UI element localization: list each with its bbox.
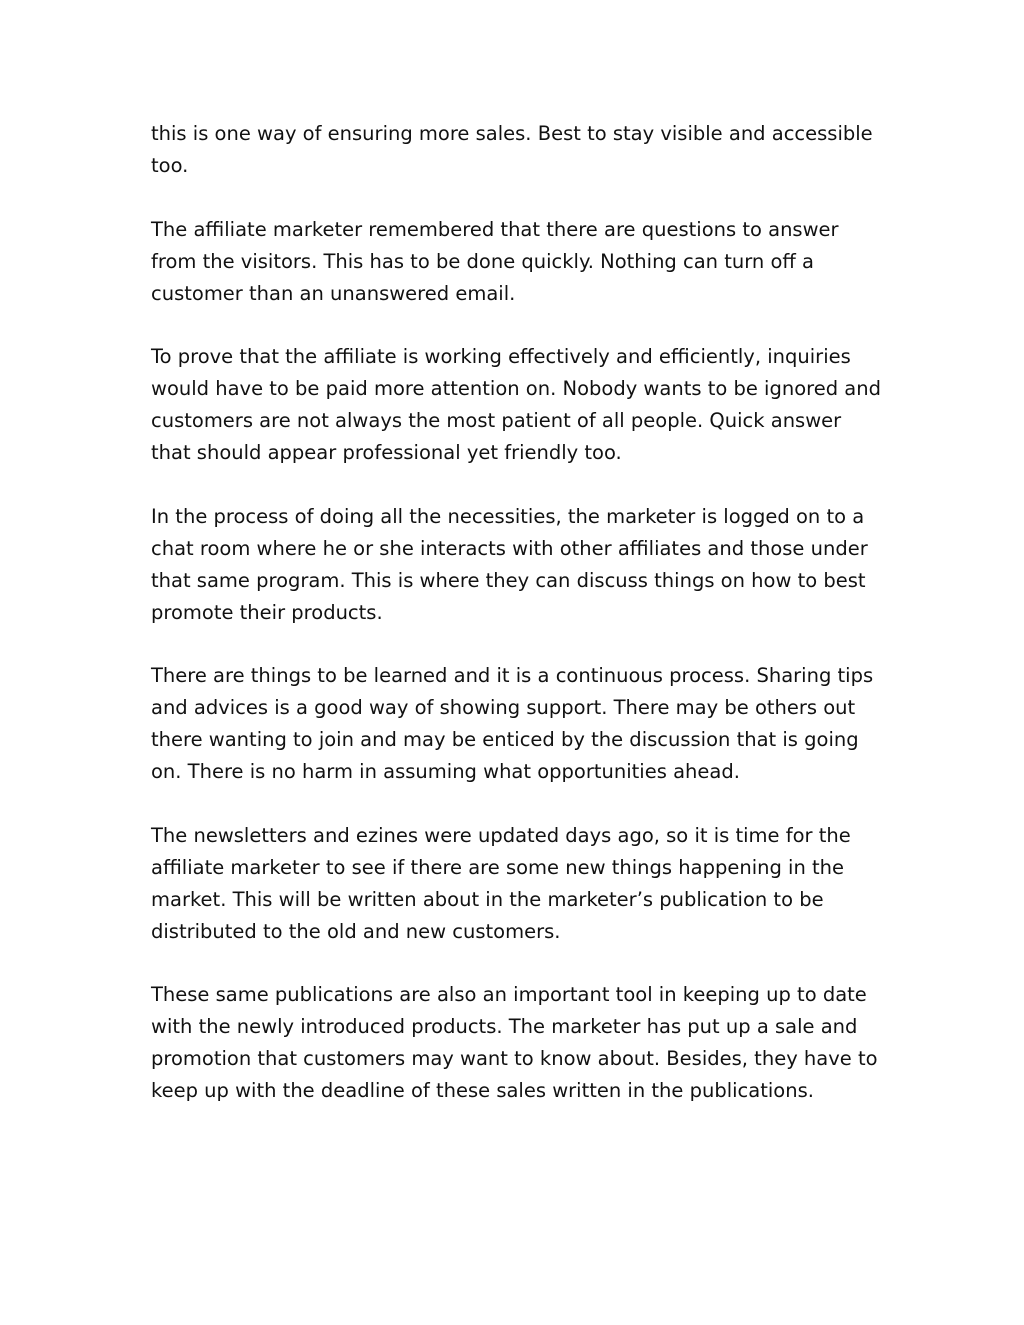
paragraph: The newsletters and ezines were updated days ago, so it is time for the affiliate marketer to see if there are some new things happening in the market. This will be written about in the marketer’s publication to be distributed to the old and new customers. [151,823,851,943]
paragraph: There are things to be learned and it is a continuous process. Sharing tips and advices is a good way of showing support. There may be others out there wanting to join and may be enticed by the discussion that is going on. There is no harm in assuming what opportunities ahead. [151,664,874,784]
paragraph: These same publications are also an important tool in keeping up to date with the newly introduced products. The marketer has put up a sale and promotion that customers may want to know about. Besides, they have to keep up with the deadline of these sales written in the publications. [151,983,878,1103]
paragraph: To prove that the affiliate is working effectively and efficiently, inquiries would have to be paid more attention on. Nobody wants to be ignored and customers are not always the most patient of all people. Quick answer that should appear professional yet friendly too. [151,345,881,465]
paragraph: The affiliate marketer remembered that there are questions to answer from the visitors. This has to be done quickly. Nothing can turn off a customer than an unanswered email. [151,217,839,305]
paragraph: In the process of doing all the necessities, the marketer is logged on to a chat room where he or she interacts with other affiliates and those under that same program. This is where they can discuss things on how to best promote their products. [151,504,868,624]
paragraph: this is one way of ensuring more sales. Best to stay visible and accessible too. [151,122,873,177]
document-page [151,118,881,1139]
